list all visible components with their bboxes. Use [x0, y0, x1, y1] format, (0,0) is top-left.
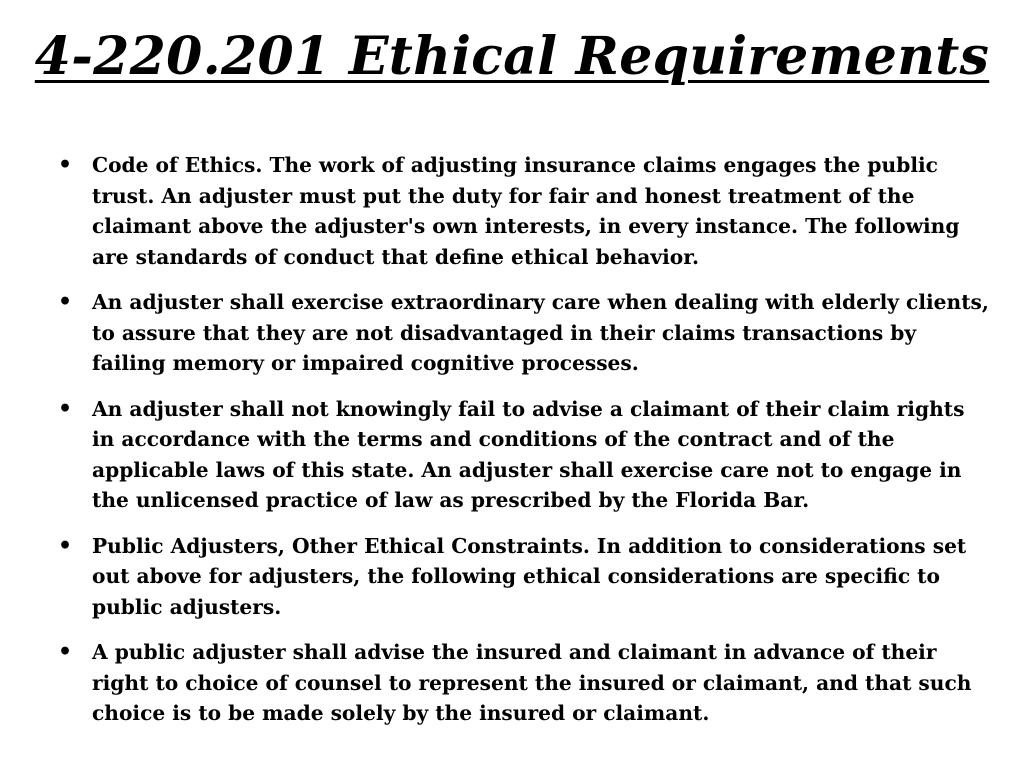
bullet-icon: • — [58, 639, 73, 665]
bullet-list — [56, 150, 990, 744]
bullet-text: Code of Ethics. The work of adjusting insurance claims engages the public trust. An adjuster must put the duty for fair and honest treatment of the claimant above the adjuster's own interests, in every instance. The following are standards of conduct that define ethical behavior. — [92, 153, 960, 269]
bullet-text: An adjuster shall not knowingly fail to advise a claimant of their claim rights in accordance with the terms and conditions of the contract and of the applicable laws of this state. An adjuster shall exercise care not to engage in the unlicensed practice of law as prescribed by the Florida Bar. — [92, 396, 965, 512]
bullet-icon: • — [58, 152, 73, 178]
bullet-item — [56, 531, 990, 623]
bullet-text: Public Adjusters, Other Ethical Constraints. In addition to considerations set out above for adjusters, the following ethical considerations are specific to public adjusters. — [92, 533, 967, 619]
bullet-item — [56, 287, 990, 379]
bullet-icon: • — [58, 395, 73, 422]
bullet-item — [56, 150, 990, 272]
bullet-icon: • — [58, 289, 73, 315]
slide-title: 4-220.201 Ethical Requirements — [34, 26, 990, 87]
bullet-text: An adjuster shall exercise extraordinary care when dealing with elderly clients, to assure that they are not disadvantaged in their claims transactions by failing memory or impaired cognitive processes. — [92, 290, 989, 375]
bullet-icon: • — [58, 532, 73, 559]
bullet-item — [56, 394, 990, 516]
bullet-item — [56, 637, 990, 729]
bullet-text: A public adjuster shall advise the insured and claimant in advance of their right to choice of counsel to represent the insured or claimant, and that such choice is to be made solely by the insured or claimant. — [92, 640, 972, 725]
